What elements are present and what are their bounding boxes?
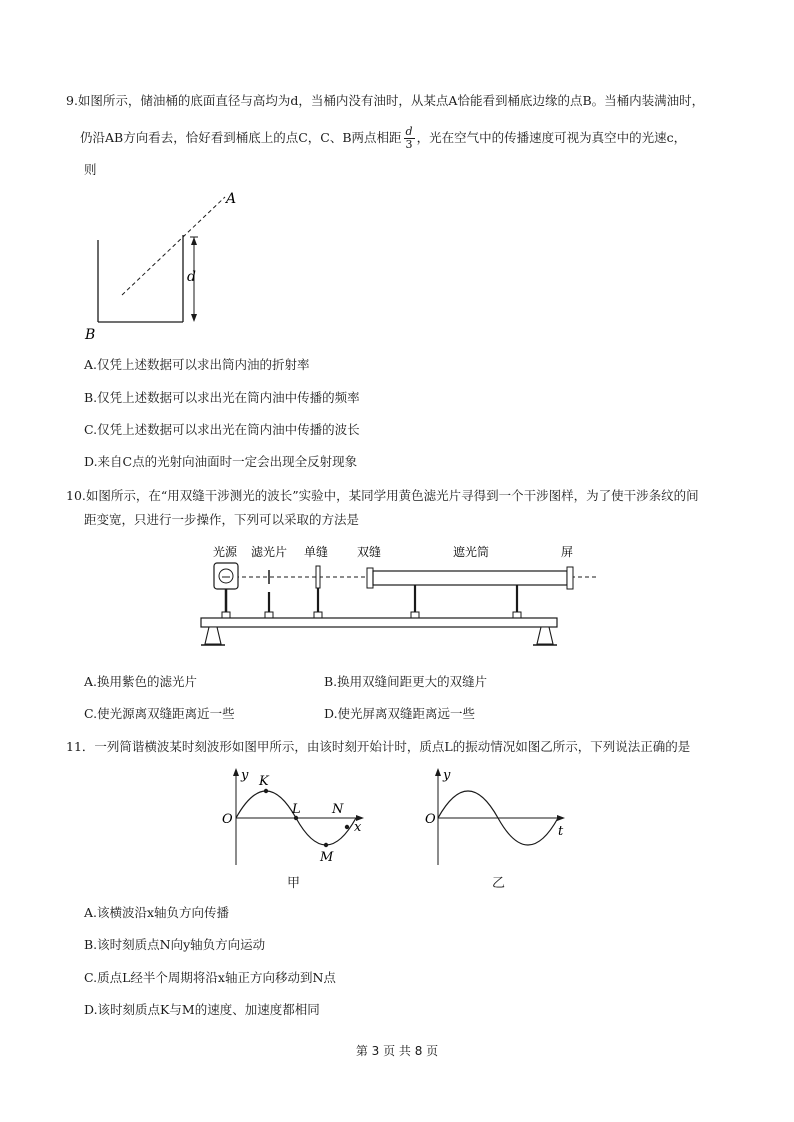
label-light-source: 光源 <box>213 545 238 559</box>
q9-frac-den: 3 <box>405 138 413 151</box>
caption-jia: 甲 <box>287 876 301 891</box>
arrow-up-icon <box>233 768 239 776</box>
q9-frac-num: d <box>405 125 413 138</box>
q11-option-b: B.该时刻质点N向y轴负方向运动 <box>84 937 266 952</box>
label-L: L <box>292 802 301 817</box>
label-x: x <box>354 820 362 835</box>
label-d: d <box>187 269 196 285</box>
q9-line3: 则 <box>84 162 97 177</box>
label-single-slit: 单缝 <box>304 545 329 559</box>
label-K: K <box>259 774 269 789</box>
q9-line2-text-a: 仍沿AB方向看去，恰好看到桶底上的点C，C、B两点相距 <box>80 130 402 145</box>
vibration-figure-yi <box>420 765 580 875</box>
label-filter: 滤光片 <box>251 545 288 559</box>
q11-option-a: A.该横波沿x轴负方向传播 <box>84 905 230 920</box>
q9-option-d: D.来自C点的光射向油面时一定会出现全反射现象 <box>84 454 358 469</box>
label-O: O <box>222 812 233 827</box>
bench-leg-right <box>537 627 553 644</box>
light-shield-tube <box>373 571 567 585</box>
label-y: y <box>443 768 451 783</box>
arrow-up-icon <box>191 237 197 245</box>
label-M: M <box>320 850 334 865</box>
lamp-icon <box>219 569 233 583</box>
single-slit <box>316 566 320 588</box>
bench-leg-left <box>205 627 221 644</box>
label-tube: 遮光筒 <box>453 545 490 559</box>
q9-option-a: A.仅凭上述数据可以求出筒内油的折射率 <box>84 357 310 372</box>
label-y: y <box>241 768 249 783</box>
q10-option-a: A.换用紫色的滤光片 <box>84 674 198 689</box>
optical-bench <box>201 618 557 627</box>
label-double-slit: 双缝 <box>357 545 382 559</box>
caption-yi: 乙 <box>492 876 506 891</box>
point-K <box>264 789 268 793</box>
q11-option-d: D.该时刻质点K与M的速度、加速度都相同 <box>84 1002 320 1017</box>
sight-line <box>122 197 225 295</box>
double-slit-apparatus-figure <box>195 540 615 655</box>
q11-option-c: C.质点L经半个周期将沿x轴正方向移动到N点 <box>84 970 336 985</box>
q11-line1: 11．一列简谐横波某时刻波形如图甲所示，由该时刻开始计时，质点L的振动情况如图乙所示，下列说法正确的是 <box>66 739 691 754</box>
q10-line1: 10.如图所示，在“用双缝干涉测光的波长”实验中，某同学用黄色滤光片寻得到一个干涉图样，为了使干涉条纹的间 <box>66 488 699 503</box>
label-t: t <box>558 824 564 839</box>
point-N <box>345 825 349 829</box>
q9-fraction <box>404 126 415 151</box>
label-N: N <box>332 802 344 817</box>
screen <box>567 567 573 589</box>
q10-line2: 距变宽，只进行一步操作，下列可以采取的方法是 <box>84 512 360 527</box>
label-A: A <box>226 191 237 207</box>
point-M <box>324 843 328 847</box>
label-screen: 屏 <box>561 545 574 559</box>
q9-line2-text-b: ，光在空气中的传播速度可视为真空中的光速c， <box>416 130 687 145</box>
oil-tank-figure <box>80 185 250 345</box>
q9-option-b: B.仅凭上述数据可以求出光在筒内油中传播的频率 <box>84 390 360 405</box>
q9-option-c: C.仅凭上述数据可以求出光在筒内油中传播的波长 <box>84 422 360 437</box>
arrow-right-icon <box>557 815 565 821</box>
label-B: B <box>85 327 96 343</box>
arrow-down-icon <box>191 314 197 322</box>
q10-option-b: B.换用双缝间距更大的双缝片 <box>324 674 488 689</box>
page-footer: 第 3 页 共 8 页 <box>355 1044 439 1058</box>
wave-figure-jia <box>214 765 374 875</box>
label-O: O <box>425 812 436 827</box>
arrow-up-icon <box>435 768 441 776</box>
q9-line2 <box>80 126 686 151</box>
double-slit <box>367 568 373 588</box>
q9-line1: 9.如图所示，储油桶的底面直径与高均为d，当桶内没有油时，从某点A恰能看到桶底边缘的点B。当桶内装满油时， <box>66 93 705 108</box>
q10-option-d: D.使光屏离双缝距离远一些 <box>324 706 476 721</box>
q10-option-c: C.使光源离双缝距离近一些 <box>84 706 235 721</box>
